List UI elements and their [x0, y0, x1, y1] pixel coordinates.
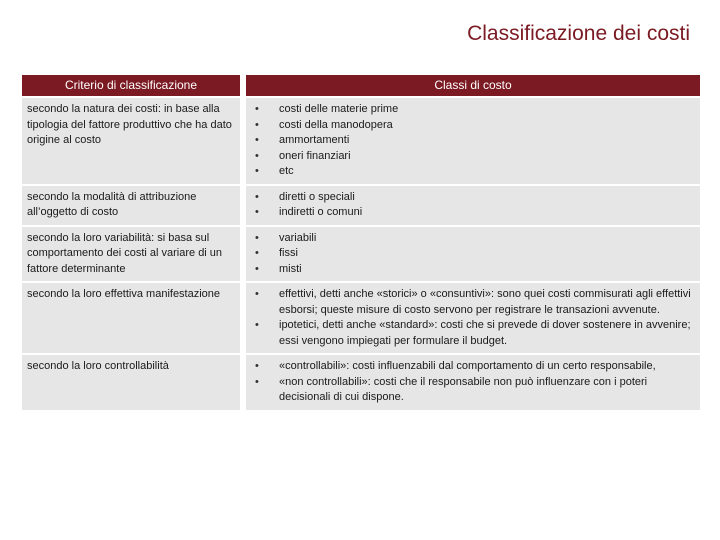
header-criterio: Criterio di classificazione — [22, 75, 240, 96]
header-classi: Classi di costo — [246, 75, 700, 96]
list-item: • misti — [251, 262, 694, 278]
classification-table — [22, 73, 700, 412]
classi-list — [251, 190, 694, 221]
list-item: • indiretti o comuni — [251, 205, 694, 221]
classi-cell — [246, 98, 700, 184]
table-row — [22, 227, 700, 282]
list-item: • ipotetici, detti anche «standard»: costi che si prevede di dover sostenere in avvenire; essi vengono impiegati per formulare il budget. — [251, 318, 694, 349]
classi-list — [251, 287, 694, 349]
criterio-cell: secondo la loro variabilità: si basa sul comportamento dei costi al variare di un fattore determinante — [22, 227, 240, 282]
list-item: • variabili — [251, 231, 694, 247]
classi-list — [251, 102, 694, 180]
classi-list — [251, 231, 694, 278]
table-body — [22, 98, 700, 410]
criterio-cell: secondo la loro controllabilità — [22, 355, 240, 410]
list-item: • etc — [251, 164, 694, 180]
table-row — [22, 98, 700, 184]
list-item: • ammortamenti — [251, 133, 694, 149]
list-item: • costi della manodopera — [251, 118, 694, 134]
list-item: • effettivi, detti anche «storici» o «consuntivi»: sono quei costi commisurati agli effettivi esborsi; queste misure di costo servono per registrare le transazioni avvenute. — [251, 287, 694, 318]
criterio-cell: secondo la loro effettiva manifestazione — [22, 283, 240, 353]
classi-cell — [246, 227, 700, 282]
table-row — [22, 283, 700, 353]
list-item: • fissi — [251, 246, 694, 262]
page-title: Classificazione dei costi — [467, 22, 690, 45]
table-header-row — [22, 75, 700, 96]
classi-cell — [246, 355, 700, 410]
classi-list — [251, 359, 694, 406]
list-item: • diretti o speciali — [251, 190, 694, 206]
criterio-cell: secondo la modalità di attribuzione all’oggetto di costo — [22, 186, 240, 225]
list-item: • costi delle materie prime — [251, 102, 694, 118]
table-row — [22, 355, 700, 410]
list-item: • «controllabili»: costi influenzabili dal comportamento di un certo responsabile, — [251, 359, 694, 375]
list-item: • oneri finanziari — [251, 149, 694, 165]
criterio-cell: secondo la natura dei costi: in base alla tipologia del fattore produttivo che ha dato origine al costo — [22, 98, 240, 184]
classi-cell — [246, 283, 700, 353]
classi-cell — [246, 186, 700, 225]
list-item: • «non controllabili»: costi che il responsabile non può influenzare con i poteri decisionali di cui dispone. — [251, 375, 694, 406]
table-row — [22, 186, 700, 225]
